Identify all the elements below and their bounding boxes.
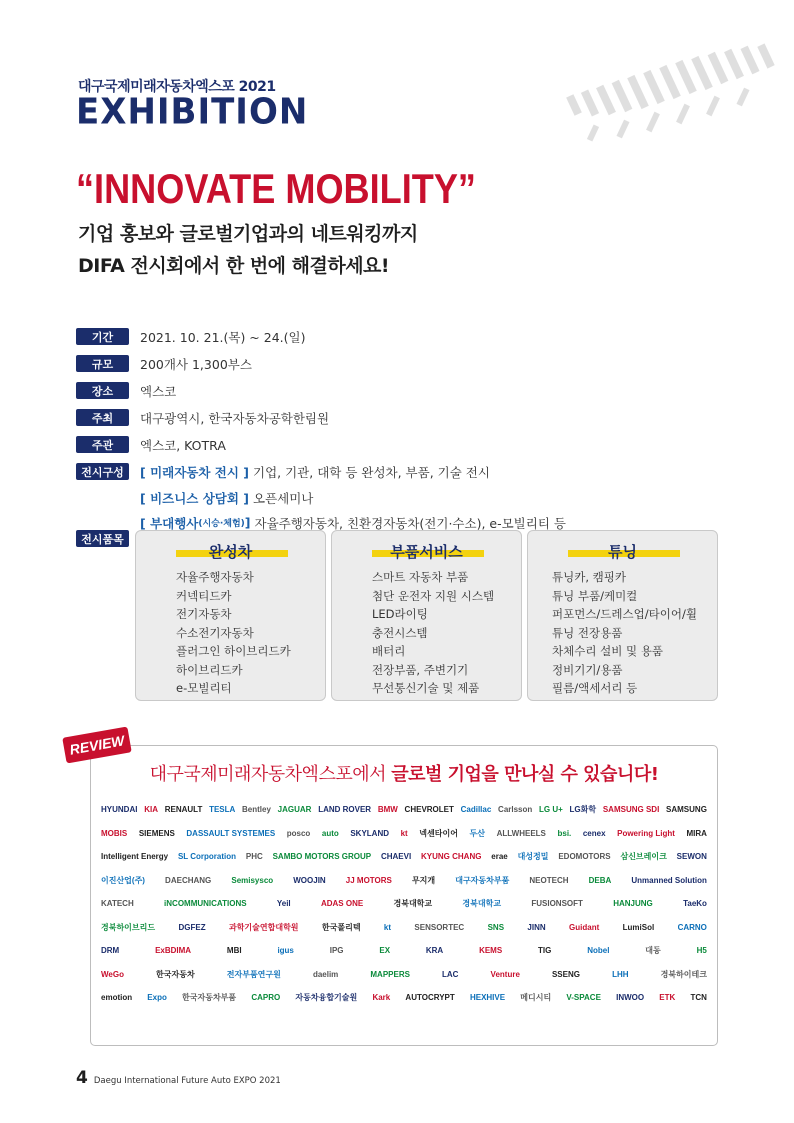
category-list <box>552 568 697 698</box>
sponsor-logo: TaeKo <box>683 899 707 909</box>
footer-text: Daegu International Future Auto EXPO 2021 <box>93 1076 281 1086</box>
sponsor-logo: 경북대학교 <box>393 899 433 909</box>
composition-item <box>140 463 490 481</box>
sponsor-logo: LAND ROVER <box>318 805 372 815</box>
sponsor-logo: 대구자동차부품 <box>455 875 510 885</box>
info-label: 주최 <box>76 409 129 426</box>
category-item: 전기자동차 <box>176 607 232 621</box>
category-item: 필름/액세서리 등 <box>552 681 638 695</box>
sponsor-logo: 경북하이브리드 <box>101 922 156 932</box>
info-row-organizer <box>76 431 716 458</box>
intro-line: DIFA 전시회에서 한 번에 해결하세요! <box>78 255 390 277</box>
sponsor-logo: Nobel <box>587 946 610 956</box>
category-item: 배터리 <box>372 644 406 658</box>
sponsor-logo: 경북대학교 <box>462 899 502 909</box>
category-item: 스마트 자동차 부품 <box>372 570 469 584</box>
category-item: e-모빌리티 <box>176 681 232 695</box>
sponsor-logo: 한국자동차부품 <box>182 993 237 1003</box>
sponsor-logo: Carlsson <box>498 805 533 815</box>
sponsor-logo: 메디시티 <box>520 993 552 1003</box>
review-headline <box>91 760 717 786</box>
event-info <box>76 323 716 535</box>
sponsor-logo: Venture <box>490 969 520 979</box>
sponsor-logo: Unmanned Solution <box>631 875 707 885</box>
category-box-vehicles <box>135 530 326 701</box>
sponsor-logo: MOBIS <box>101 828 128 838</box>
sponsor-logo: MAPPERS <box>370 969 410 979</box>
sponsor-logo: CARNO <box>677 922 707 932</box>
sponsor-logo: emotion <box>101 993 133 1003</box>
review-headline-plain: 대구국제미래자동차엑스포에서 <box>149 764 392 785</box>
sponsor-logo: ETK <box>659 993 676 1003</box>
sponsor-logo: WeGo <box>101 969 124 979</box>
sponsor-logo: JAGUAR <box>277 805 312 815</box>
composition-text: 자율주행자동차, 친환경자동차(전기·수소), e-모빌리티 등 <box>254 515 566 531</box>
sponsor-logo: JINN <box>527 922 546 932</box>
sponsor-logo: ADAS ONE <box>320 899 364 909</box>
composition-bracket-small: (시승·체험) <box>198 519 245 529</box>
sponsor-logo: 삼신브레이크 <box>620 852 667 862</box>
category-item: 커넥티드카 <box>176 588 232 603</box>
intro-line: 기업 홍보와 글로벌기업과의 네트워킹까지 <box>78 223 418 245</box>
sponsor-logo: auto <box>321 828 339 838</box>
sponsor-logo: V-SPACE <box>566 993 601 1003</box>
sponsor-logo: LHH <box>612 969 629 979</box>
info-label: 전시구성 <box>76 463 129 480</box>
category-item: 차체수리 설비 및 용품 <box>552 644 663 658</box>
category-item: 첨단 운전자 지원 시스템 <box>372 588 495 603</box>
category-list <box>372 568 494 698</box>
sponsor-logo: SENSORTEC <box>414 922 465 932</box>
sponsor-logo: SAMSUNG <box>666 805 707 815</box>
page-footer <box>76 1068 281 1088</box>
info-label: 규모 <box>76 355 129 372</box>
sponsor-logo: Bentley <box>242 805 271 815</box>
sponsor-logo: TESLA <box>209 805 236 815</box>
sponsor-logo: LG화학 <box>569 805 597 815</box>
sponsor-logo: INWOO <box>616 993 645 1003</box>
sponsor-logo: erae <box>491 852 508 862</box>
sponsor-logo: SEWON <box>676 852 707 862</box>
sponsor-logo: HANJUNG <box>613 899 653 909</box>
sponsor-logo: 경북하이테크 <box>660 969 707 979</box>
sponsor-logo: RENAULT <box>164 805 203 815</box>
sponsor-logo: Guidant <box>569 922 600 932</box>
category-list <box>176 568 291 698</box>
sponsor-logo: HYUNDAI <box>101 805 138 815</box>
sponsor-logo: MIRA <box>686 828 707 838</box>
sponsor-logo: 넥센타이어 <box>419 828 458 838</box>
sponsor-logo: DEBA <box>588 875 612 885</box>
sponsor-logo: igus <box>277 946 294 956</box>
sponsor-logo: PHC <box>245 852 263 862</box>
section-title: EXHIBITION <box>76 91 309 133</box>
sponsor-logo: KEMS <box>479 946 503 956</box>
composition-bracket: [ 미래자동차 전시 ] <box>140 464 250 480</box>
logo-row <box>101 822 707 846</box>
sponsor-logo: AUTOCRYPT <box>405 993 455 1003</box>
info-row-host <box>76 404 716 431</box>
sponsor-logo: NEOTECH <box>529 875 569 885</box>
sponsor-logo: Yeil <box>276 899 291 909</box>
sponsor-logo: DGFEZ <box>178 922 206 932</box>
sponsor-logo: EX <box>379 946 391 956</box>
sponsor-logo: H5 <box>696 946 707 956</box>
composition-bracket: [ 부대행사 <box>140 515 199 531</box>
info-value: 200개사 1,300부스 <box>140 356 252 372</box>
sponsor-logo: BMW <box>377 805 398 815</box>
composition-text: 오픈세미나 <box>253 490 314 506</box>
composition-bracket-end: ] <box>244 515 251 530</box>
category-item: 무선통신기술 및 제품 <box>372 681 480 695</box>
sponsor-logo: Intelligent Energy <box>101 852 169 862</box>
sponsor-logo: SAMBO MOTORS GROUP <box>272 852 372 862</box>
category-item: 퍼포먼스/드레스업/타이어/휠 <box>552 607 697 621</box>
sponsor-logo: SSENG <box>551 969 580 979</box>
logo-row <box>101 869 707 893</box>
sponsor-logo: FUSIONSOFT <box>531 899 583 909</box>
logo-row <box>101 939 707 963</box>
page-number: 4 <box>76 1068 88 1088</box>
sponsor-logo: 한국자동차 <box>156 969 195 979</box>
sponsor-logo: CHEVROLET <box>404 805 454 815</box>
category-title: 튜닝 <box>608 543 637 561</box>
sponsor-logo: ALLWHEELS <box>496 828 546 838</box>
sponsor-logo: KRA <box>425 946 444 956</box>
logo-row <box>101 916 707 940</box>
sponsor-logo: SKYLAND <box>350 828 390 838</box>
category-item: 수소전기자동차 <box>176 625 254 640</box>
sponsor-logo: SIEMENS <box>138 828 175 838</box>
sponsor-logo: Kark <box>372 993 391 1003</box>
sponsor-logo: cenex <box>582 828 606 838</box>
sponsor-logo: Cadillac <box>460 805 492 815</box>
info-value: 엑스코, KOTRA <box>140 437 226 453</box>
sponsor-logo: 과학기술연합대학원 <box>228 922 299 932</box>
info-label: 주관 <box>76 436 129 453</box>
sponsor-logo: JJ MOTORS <box>345 875 392 885</box>
sponsor-logo: LAC <box>442 969 459 979</box>
sponsor-logo: SAMSUNG SDI <box>602 805 660 815</box>
info-label: 기간 <box>76 328 129 345</box>
sponsor-logo: TIG <box>538 946 552 956</box>
info-value: 엑스코 <box>140 383 177 399</box>
logo-row <box>101 892 707 916</box>
info-value: 2021. 10. 21.(목) ~ 24.(일) <box>140 329 306 345</box>
category-item: 튜닝카, 캠핑카 <box>552 570 626 584</box>
sponsor-logo: Powering Light <box>617 828 675 838</box>
sponsor-logo: 전자부품연구원 <box>226 969 281 979</box>
sponsor-logo: DRM <box>101 946 120 956</box>
category-item: LED라이팅 <box>372 607 428 621</box>
review-panel <box>90 745 718 1046</box>
sponsor-logo: ExBDIMA <box>155 946 192 956</box>
info-label: 장소 <box>76 382 129 399</box>
review-ribbon: REVIEW <box>62 726 132 763</box>
info-row-composition <box>76 458 716 485</box>
intro-text <box>78 218 418 282</box>
sponsor-logo: bsi. <box>557 828 572 838</box>
sponsor-logo: posco <box>286 828 311 838</box>
category-item: 플러그인 하이브리드카 <box>176 644 291 658</box>
category-box-tuning <box>527 530 718 701</box>
review-headline-bold: 글로벌 기업을 만나실 수 있습니다! <box>391 764 659 785</box>
sponsor-logo: kt <box>383 922 392 932</box>
info-row-scale <box>76 350 716 377</box>
sponsor-logo: EDOMOTORS <box>558 852 611 862</box>
sponsor-logo: LG U+ <box>539 805 563 815</box>
sponsor-logo: DASSAULT SYSTEMES <box>186 828 276 838</box>
logo-row <box>101 963 707 987</box>
sponsor-logo: 한국폴리텍 <box>321 922 361 932</box>
sponsor-logo: KATECH <box>101 899 134 909</box>
sponsor-logo: SNS <box>487 922 505 932</box>
headline: “INNOVATE MOBILITY” <box>76 165 476 212</box>
sponsor-logo: MBI <box>226 946 242 956</box>
logo-row <box>101 986 707 1010</box>
sponsor-logo: DAECHANG <box>165 875 212 885</box>
sponsor-logo: CAPRO <box>251 993 281 1003</box>
sponsor-logo: KYUNG CHANG <box>421 852 482 862</box>
info-value: 대구광역시, 한국자동차공학한림원 <box>140 410 330 426</box>
category-title: 완성차 <box>208 543 253 561</box>
category-item: 튜닝 부품/케미컬 <box>552 588 638 603</box>
info-row-period <box>76 323 716 350</box>
info-row-venue <box>76 377 716 404</box>
logo-row <box>101 845 707 869</box>
category-item: 하이브리드카 <box>176 662 243 677</box>
category-item: 충전시스템 <box>372 625 428 640</box>
items-label: 전시품목 <box>76 530 129 547</box>
category-item: 튜닝 전장용품 <box>552 625 623 640</box>
sponsor-logo: 이진산업(주) <box>101 875 145 885</box>
category-title: 부품서비스 <box>390 543 463 561</box>
sponsor-logo: WOOJIN <box>293 875 326 885</box>
sponsor-logo: 대성정밀 <box>517 852 549 862</box>
sponsor-logo: LumiSol <box>622 922 655 932</box>
category-item: 전장부품, 주변기기 <box>372 662 469 677</box>
sponsor-logo: IPG <box>329 946 344 956</box>
sponsor-logo: daelim <box>312 969 339 979</box>
sponsor-logo: KIA <box>144 805 158 815</box>
sponsor-logo: iNCOMMUNICATIONS <box>164 899 247 909</box>
category-box-parts <box>331 530 522 701</box>
composition-item <box>76 485 716 510</box>
composition-bracket: [ 비즈니스 상담회 ] <box>140 490 250 506</box>
category-item: 자율주행자동차 <box>176 570 254 584</box>
sponsor-logo: HEXHIVE <box>469 993 506 1003</box>
sponsor-logo: TCN <box>690 993 707 1003</box>
sponsor-logo: 자동차융합기술원 <box>295 993 358 1003</box>
category-item: 정비기기/용품 <box>552 662 623 677</box>
sponsor-logo: Semisysco <box>231 875 274 885</box>
sponsor-logo: 무지개 <box>411 875 436 885</box>
sponsor-logo: kt <box>400 828 408 838</box>
sponsor-logo-grid <box>101 798 707 1010</box>
sponsor-logo: 두산 <box>469 828 485 838</box>
composition-text: 기업, 기관, 대학 등 완성차, 부품, 기술 전시 <box>253 464 490 480</box>
sponsor-logo: SL Corporation <box>177 852 237 862</box>
sponsor-logo: Expo <box>147 993 167 1003</box>
sponsor-logo: CHAEVI <box>380 852 412 862</box>
logo-row <box>101 798 707 822</box>
event-title: 대구국제미래자동차엑스포 2021 <box>78 79 276 95</box>
tire-tread-decoration <box>560 40 790 170</box>
sponsor-logo: 대동 <box>645 946 661 956</box>
